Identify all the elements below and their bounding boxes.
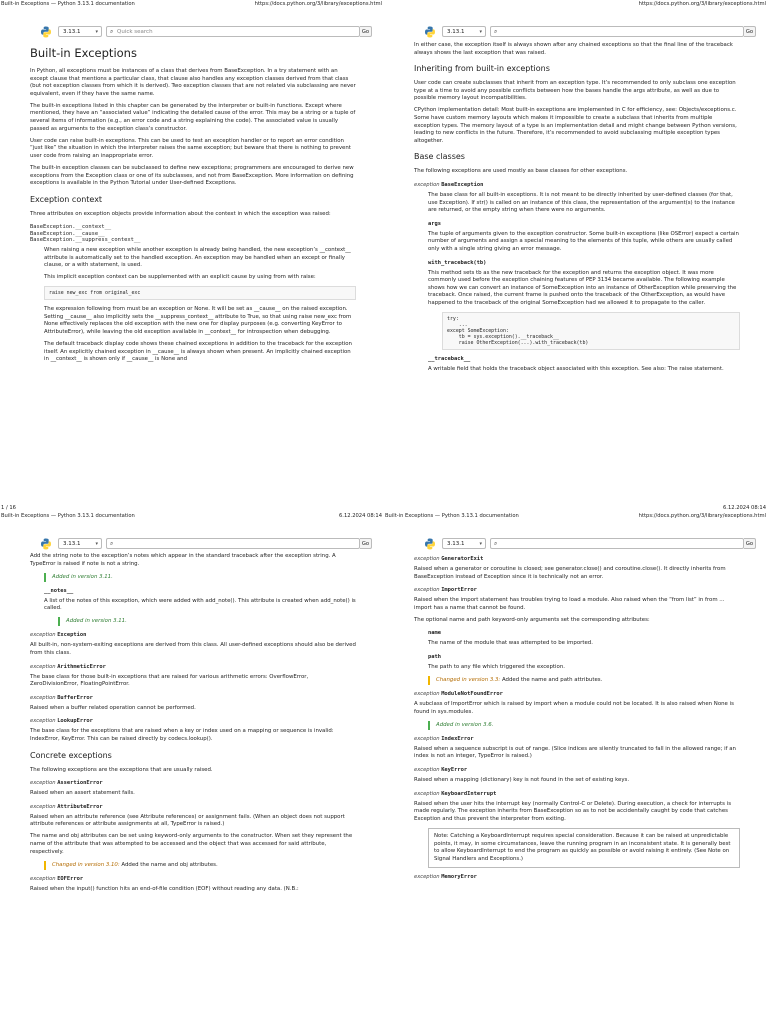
- go-button[interactable]: Go: [360, 538, 372, 549]
- search-icon: ⌕: [494, 540, 498, 547]
- paragraph: The built-in exceptions listed in this chapter can be generated by the interpreter or built-in functions. Except where mentioned, they have an “associated value” indicating the detailed cause of the error. This may be a string or a tuple of several items of information (e.g., an error code and a string explaining the code). The associated value is usually passed as arguments to the exception class’s constructor.: [30, 102, 356, 132]
- paragraph: A list of the notes of this exception, which were added with add_note(). This attribute is created when add_note() is called.: [44, 597, 356, 612]
- paragraph: In Python, all exceptions must be instances of a class that derives from BaseException. In a try statement with an except clause that mentions a particular class, that clause also handles any exception classes derived from that class (but not exception classes from which it is derived). Two exception classes that are not related via subclassing are never equivalent, even if they have the same name.: [30, 68, 356, 97]
- paragraph: A subclass of ImportError which is raised by import when a module could not be located. It is also raised when None is found in sys.modules.: [414, 701, 734, 715]
- print-date: 6.12.2024 08:14: [723, 505, 766, 511]
- paragraph: Raised when an assert statement fails.: [30, 790, 135, 797]
- pdf-page-4: [384, 512, 768, 1024]
- impl-detail: CPython implementation detail: Most built-in exceptions are implemented in C for efficiency, see: Objects/exceptions.c. Some have custom memory layouts which makes it impossible to create a subclass that inherits from multiple exception types. The memory layout of a type is an implementation detail and might change between Python versions, leading to new conflicts in the future. Therefore, it’s recommended to avoid subclassing multiple exception types altogether.: [414, 107, 737, 144]
- paragraph: The following exceptions are the exceptions that are usually raised.: [30, 766, 213, 773]
- print-title: Built-in Exceptions — Python 3.13.1 documentation: [1, 513, 135, 519]
- paragraph: The name of the module that was attempted to be imported.: [428, 640, 593, 647]
- chevron-down-icon: ▾: [95, 29, 98, 35]
- search-input[interactable]: [490, 538, 744, 549]
- attr-signature: name: [428, 630, 441, 637]
- version-select[interactable]: 3.13.1 ▾: [58, 26, 102, 37]
- exception-signature: exception BaseException: [414, 182, 484, 189]
- attr-signature: BaseException.__context__ BaseException.__cause__ BaseException.__suppress_context__: [30, 224, 141, 244]
- page-content: [414, 42, 740, 378]
- section-heading: Inheriting from built-in exceptions: [414, 64, 550, 74]
- exception-signature: exception LookupError: [30, 718, 93, 725]
- exception-description: [428, 356, 740, 374]
- paragraph: The base class for the exceptions that are raised when a key or index used on a mapping or sequence is invalid: IndexError, KeyError. This can be raised directly by codecs.lookup().: [30, 728, 334, 742]
- paragraph: The built-in exception classes can be subclassed to define new exceptions; programmers are encouraged to derive new exceptions from the Exception class or one of its subclasses, and not from BaseException. More information on defining exceptions is available in the Python Tutorial under User-defined Exceptions.: [30, 165, 354, 187]
- exception-signature: exception AssertionError: [30, 780, 103, 787]
- top-toolbar: [40, 25, 372, 39]
- section-heading: Exception context: [30, 194, 103, 204]
- search-icon: ⌕: [110, 28, 114, 35]
- version-select[interactable]: 3.13.1 ▾: [442, 26, 486, 37]
- version-select[interactable]: 3.13.1 ▾: [58, 538, 102, 549]
- page-title: Built-in Exceptions: [30, 46, 137, 60]
- python-logo-icon[interactable]: [424, 538, 436, 550]
- exception-signature: exception BufferError: [30, 694, 93, 701]
- paragraph: Raised when the user hits the interrupt key (normally Control-C or Delete). During execution, a check for interrupts is made regularly. The exception inherits from BaseException so as to not be accidentally caught by code that catches Exception and thus prevent the interpreter from exiting.: [414, 800, 731, 822]
- attr-block: [44, 588, 356, 613]
- page-number: 1 / 16: [1, 505, 16, 511]
- code-block: raise new_exc from original_exc: [44, 286, 356, 300]
- exception-signature: exception KeyError: [414, 767, 468, 774]
- search-icon: ⌕: [494, 28, 498, 35]
- note-box: Note: Catching a KeyboardInterrupt requires special consideration. Because it can be raised at unpredictable points, it may, in some circumstances, leave the running program in an inconsistent state. It is generally best to allow KeyboardInterrupt to end the program as quickly as possible or avoid raising it entirely. (See Note on Signal Handlers and Exceptions.): [428, 828, 740, 868]
- print-header: [0, 512, 384, 520]
- print-footer: [384, 504, 768, 512]
- paragraph: Add the string note to the exception’s notes which appear in the standard traceback after the exception string. A TypeError is raised if note is not a string.: [30, 553, 336, 567]
- attr-signature: __traceback__: [428, 356, 471, 363]
- paragraph: Raised when the input() function hits an end-of-file condition (EOF) without reading any data. (N.B.:: [30, 885, 299, 892]
- print-title: Built-in Exceptions — Python 3.13.1 documentation: [1, 1, 135, 7]
- search-icon: ⌕: [110, 540, 114, 547]
- exception-description: [428, 192, 740, 308]
- paragraph: A writable field that holds the traceback object associated with this exception. See also: The raise statement.: [428, 366, 724, 373]
- attr-signature: path: [428, 654, 441, 661]
- pdf-page-2: [384, 0, 768, 512]
- pdf-page-1: [0, 0, 384, 512]
- search-input[interactable]: ⌕ Quick search: [106, 26, 360, 37]
- paragraph: The name and obj attributes can be set using keyword-only arguments to the constructor. When set they represent the name of the attribute that was attempted to be accessed and the object that was accessed for said attribute, respectively.: [30, 833, 353, 855]
- print-url: https://docs.python.org/3/library/exceptions.html: [254, 1, 382, 7]
- section-heading: Base classes: [414, 152, 465, 162]
- paragraph: The default traceback display code shows these chained exceptions in addition to the traceback for the exception itself. An explicitly chained exception in __cause__ is always shown when present. An implicitly chained exception in __context__ is shown only if __cause__ is None and: [44, 341, 352, 363]
- paragraph: The tuple of arguments given to the exception constructor. Some built-in exceptions (like OSError) expect a certain number of arguments and assign a special meaning to the elements of this tuple, while others are usually called only with a single string giving an error message.: [428, 230, 739, 252]
- paragraph: This implicit exception context can be supplemented with an explicit cause by using from with raise:: [44, 274, 316, 281]
- paragraph: Raised when an attribute reference (see Attribute references) or assignment fails. (When an object does not support attribute references or attribute assignments at all, TypeError is raised.): [30, 813, 345, 828]
- attr-block: [428, 630, 740, 671]
- page-content: [414, 556, 740, 884]
- paragraph: When raising a new exception while another exception is already being handled, the new exception’s __context__ attribute is automatically set to the handled exception. An exception may be handled when an except or finally clause, or a with statement, is used.: [44, 246, 351, 269]
- print-header: [384, 512, 768, 520]
- chevron-down-icon: ▾: [479, 541, 482, 547]
- exception-signature: exception MemoryError: [414, 874, 477, 881]
- print-header: [0, 0, 384, 8]
- version-added: Added in version 3.11.: [58, 617, 356, 626]
- attr-description: [44, 306, 356, 364]
- attr-signature: __notes__: [44, 587, 74, 594]
- python-logo-icon[interactable]: [40, 538, 52, 550]
- paragraph: The path to any file which triggered the exception.: [428, 664, 565, 671]
- paragraph: User code can create subclasses that inherit from an exception type. It’s recommended to only subclass one exception type at a time to avoid any possible conflicts between how the bases handle the args attribute, as well as due to possible memory layout incompatibilities.: [414, 80, 736, 102]
- page-content: [30, 553, 356, 898]
- search-input[interactable]: [106, 538, 360, 549]
- top-toolbar: [40, 537, 372, 551]
- paragraph: Raised when a generator or coroutine is closed; see generator.close() and coroutine.close(). It directly inherits from BaseException instead of Exception since it is technically not an error.: [414, 566, 726, 580]
- paragraph: All built-in, non-system-exiting exceptions are derived from this class. All user-defined exceptions should also be derived from this class.: [30, 642, 356, 656]
- exception-signature: exception ImportError: [414, 587, 477, 594]
- method-signature: with_traceback(tb): [428, 259, 487, 266]
- attr-signature: args: [428, 220, 441, 227]
- attr-description: [44, 247, 356, 282]
- print-url: https://docs.python.org/3/library/exceptions.html: [638, 1, 766, 7]
- print-footer: [0, 504, 384, 512]
- paragraph: The expression following from must be an exception or None. It will be set as __cause__ on the raised exception. Setting __cause__ also implicitly sets the __suppress_context__ attribute to True, so that using raise new_exc from None effectively replaces the old exception with the new one for display purposes (e.g. converting KeyError to AttributeError), while leaving the old exception available in __context__ for introspection when debugging.: [44, 306, 352, 336]
- version-changed: Changed in version 3.3: Added the name and path attributes.: [428, 676, 740, 685]
- search-input[interactable]: [490, 26, 744, 37]
- exception-signature: exception ModuleNotFoundError: [414, 691, 503, 698]
- chevron-down-icon: ▾: [479, 29, 482, 35]
- version-select[interactable]: 3.13.1 ▾: [442, 538, 486, 549]
- code-block: try: ... except SomeException: tb = sys.exception().__traceback__ raise OtherException(...).with_traceback(tb): [442, 312, 740, 350]
- exception-signature: exception Exception: [30, 632, 87, 639]
- paragraph: Three attributes on exception objects provide information about the context in which the exception was raised:: [30, 210, 331, 217]
- python-logo-icon[interactable]: [40, 26, 52, 38]
- paragraph: In either case, the exception itself is always shown after any chained exceptions so that the final line of the traceback always shows the last exception that was raised.: [414, 42, 733, 56]
- go-button[interactable]: Go: [744, 26, 756, 37]
- paragraph: This method sets tb as the new traceback for the exception and returns the exception object. It was more commonly used before the exception chaining features of PEP 3134 became available. The following example shows how we can convert an instance of SomeException into an instance of OtherException while preserving the traceback. Once raised, the current frame is pushed onto the traceback of the OtherException, as would have happened to the traceback of the original SomeException had we allowed it to propagate to the caller.: [428, 269, 737, 306]
- print-header: [384, 0, 768, 8]
- top-toolbar: [424, 25, 756, 39]
- section-heading: Concrete exceptions: [30, 750, 112, 760]
- exception-signature: exception GeneratorExit: [414, 556, 484, 562]
- pdf-page-3: [0, 512, 384, 1024]
- top-toolbar: [424, 537, 756, 551]
- paragraph: Raised when the import statement has troubles trying to load a module. Also raised when the “from list” in from ... import has a name that cannot be found.: [414, 597, 725, 611]
- paragraph: The optional name and path keyword-only arguments set the corresponding attributes:: [414, 616, 650, 623]
- version-added: Added in version 3.6.: [428, 721, 740, 730]
- page-content: [30, 47, 356, 368]
- paragraph: Raised when a mapping (dictionary) key is not found in the set of existing keys.: [414, 777, 630, 784]
- chevron-down-icon: ▾: [95, 541, 98, 547]
- go-button[interactable]: Go: [360, 26, 372, 37]
- print-url: https://docs.python.org/3/library/exceptions.html: [638, 513, 766, 519]
- paragraph: Raised when a buffer related operation cannot be performed.: [30, 704, 196, 711]
- exception-signature: exception ArithmeticError: [30, 663, 106, 670]
- paragraph: The base class for those built-in exceptions that are raised for various arithmetic errors: OverflowError, ZeroDivisionError, FloatingPointError.: [30, 673, 309, 688]
- exception-signature: exception IndexError: [414, 735, 474, 742]
- paragraph: The base class for all built-in exceptions. It is not meant to be directly inherited by user-defined classes (for that, use Exception). If str() is called on an instance of this class, the representation of the argument(s) to the instance are returned, or the empty string when there were no arguments.: [428, 192, 735, 214]
- paragraph: Raised when a sequence subscript is out of range. (Slice indices are silently truncated to fall in the allowed range; if an index is not an integer, TypeError is raised.): [414, 745, 736, 760]
- paragraph: The following exceptions are used mostly as base classes for other exceptions.: [414, 168, 628, 175]
- print-title: Built-in Exceptions — Python 3.13.1 documentation: [385, 513, 519, 519]
- paragraph: User code can raise built-in exceptions. This can be used to test an exception handler or to report an error condition “just like” the situation in which the interpreter raises the same exception; but beware that there is nothing to prevent user code from raising an inappropriate error.: [30, 137, 351, 159]
- exception-signature: exception AttributeError: [30, 803, 103, 810]
- python-logo-icon[interactable]: [424, 26, 436, 38]
- exception-signature: exception KeyboardInterrupt: [414, 790, 497, 797]
- version-added: Added in version 3.11.: [44, 573, 356, 582]
- version-changed: Changed in version 3.10: Added the name and obj attributes.: [44, 861, 356, 870]
- go-button[interactable]: Go: [744, 538, 756, 549]
- exception-signature: exception EOFError: [30, 875, 84, 882]
- print-date: 6.12.2024 08:14: [339, 513, 382, 519]
